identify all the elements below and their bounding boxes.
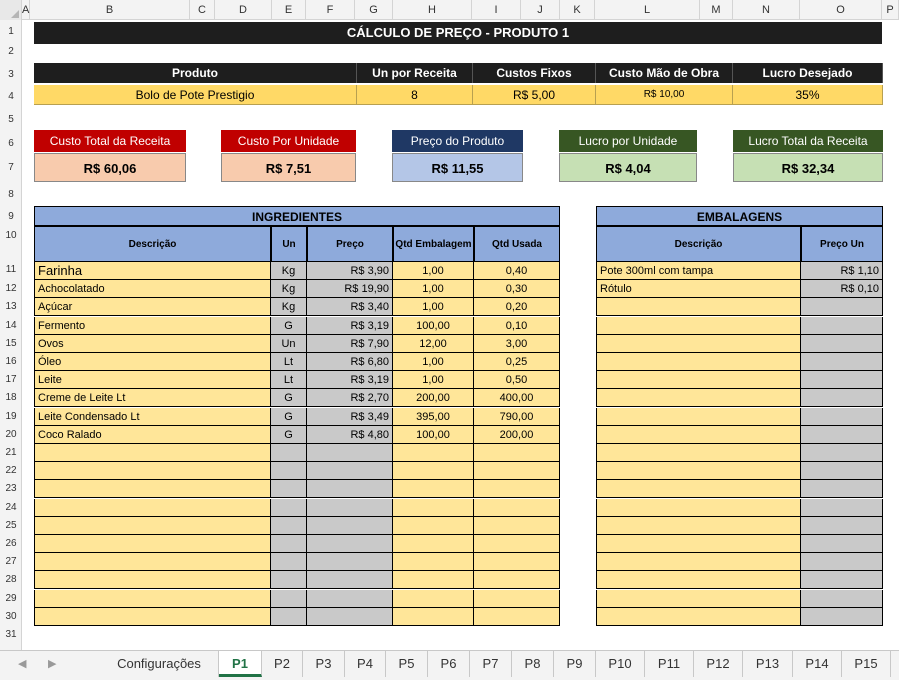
ingredient-cell-qtd-embalagem[interactable] — [393, 608, 474, 626]
row-header-13[interactable]: 13 — [5, 301, 17, 312]
ingredient-cell-preco[interactable] — [307, 462, 393, 480]
packaging-cell-preco-un[interactable] — [801, 535, 883, 553]
tab-next-icon[interactable]: ▶ — [48, 658, 57, 670]
packaging-cell-descricao[interactable] — [596, 408, 801, 426]
ingredient-cell-un[interactable]: Un — [271, 335, 307, 353]
ingredient-cell-un[interactable]: G — [271, 426, 307, 444]
page-title[interactable]: CÁLCULO DE PREÇO - PRODUTO 1 — [34, 22, 882, 44]
packaging-cell-preco-un[interactable] — [801, 499, 883, 517]
ingredient-cell-qtd-embalagem[interactable]: 1,00 — [393, 280, 474, 298]
ingredient-cell-descricao[interactable]: Coco Ralado — [34, 426, 271, 444]
ingredients-title[interactable]: INGREDIENTES — [34, 206, 560, 226]
row-header-5[interactable]: 5 — [8, 114, 14, 125]
ingredient-cell-un[interactable]: Lt — [271, 353, 307, 371]
ingredient-cell-un[interactable]: Lt — [271, 371, 307, 389]
sheet-tab-p13[interactable]: P13 — [743, 651, 793, 677]
ingredient-cell-qtd-embalagem[interactable] — [393, 444, 474, 462]
column-header-m[interactable]: M — [700, 0, 733, 20]
ingredient-cell-qtd-usada[interactable]: 0,20 — [474, 298, 560, 316]
lucro-desejado-value[interactable]: 35% — [733, 85, 883, 105]
sheet-tab-p3[interactable]: P3 — [303, 651, 345, 677]
packaging-cell-preco-un[interactable] — [801, 389, 883, 407]
ingredient-cell-preco[interactable]: R$ 3,19 — [307, 317, 393, 335]
ingredient-cell-descricao[interactable]: Achocolatado — [34, 280, 271, 298]
row-header-3[interactable]: 3 — [8, 69, 14, 80]
packaging-cell-preco-un[interactable] — [801, 608, 883, 626]
packaging-cell-preco-un[interactable] — [801, 353, 883, 371]
lucro-total-receita-value[interactable]: R$ 32,34 — [733, 153, 883, 182]
ingredient-cell-descricao[interactable]: Creme de Leite Lt — [34, 389, 271, 407]
row-header-7[interactable]: 7 — [8, 162, 14, 173]
ingredient-cell-qtd-usada[interactable]: 0,25 — [474, 353, 560, 371]
lucro-total-receita-label: Lucro Total da Receita — [733, 130, 883, 152]
packaging-cell-descricao[interactable] — [596, 553, 801, 571]
ingredient-cell-preco[interactable] — [307, 608, 393, 626]
sheet-tab-configura-es[interactable]: Configurações — [100, 651, 219, 677]
packaging-cell-descricao[interactable] — [596, 608, 801, 626]
packaging-header-descricao[interactable]: Descrição — [596, 226, 801, 262]
ingredient-cell-descricao[interactable] — [34, 499, 271, 517]
packaging-cell-descricao[interactable] — [596, 335, 801, 353]
ingredient-cell-preco[interactable] — [307, 535, 393, 553]
ingredient-cell-preco[interactable]: R$ 3,49 — [307, 408, 393, 426]
packaging-cell-preco-un[interactable] — [801, 408, 883, 426]
row-header-19[interactable]: 19 — [5, 411, 17, 422]
ingredient-cell-qtd-embalagem[interactable]: 200,00 — [393, 389, 474, 407]
packaging-cell-preco-un[interactable] — [801, 462, 883, 480]
ingredient-cell-qtd-usada[interactable]: 0,50 — [474, 371, 560, 389]
un-por-receita-header: Un por Receita — [357, 63, 473, 83]
custo-por-unidade-value[interactable]: R$ 7,51 — [221, 153, 356, 182]
custo-total-receita-label: Custo Total da Receita — [34, 130, 186, 152]
ingredient-cell-preco[interactable]: R$ 4,80 — [307, 426, 393, 444]
packaging-cell-descricao[interactable] — [596, 499, 801, 517]
row-header-2[interactable]: 2 — [8, 46, 14, 57]
column-header-j[interactable]: J — [521, 0, 560, 20]
custos-fixos-value[interactable]: R$ 5,00 — [473, 85, 596, 105]
column-header-k[interactable]: K — [560, 0, 595, 20]
row-header-20[interactable]: 20 — [5, 429, 17, 440]
ingredient-cell-preco[interactable]: R$ 19,90 — [307, 280, 393, 298]
packaging-cell-descricao[interactable] — [596, 426, 801, 444]
ingredient-cell-preco[interactable]: R$ 2,70 — [307, 389, 393, 407]
ingredient-cell-un[interactable] — [271, 553, 307, 571]
ingredient-cell-preco[interactable] — [307, 553, 393, 571]
sheet-tab-p10[interactable]: P10 — [596, 651, 645, 677]
row-header-4[interactable]: 4 — [8, 91, 14, 102]
ingredient-cell-qtd-embalagem[interactable]: 1,00 — [393, 371, 474, 389]
ingredient-cell-qtd-usada[interactable] — [474, 553, 560, 571]
packaging-title[interactable]: EMBALAGENS — [596, 206, 883, 226]
ingredient-cell-qtd-usada[interactable] — [474, 590, 560, 608]
ingredient-cell-un[interactable]: G — [271, 408, 307, 426]
ingredient-cell-preco[interactable] — [307, 571, 393, 589]
packaging-cell-descricao[interactable] — [596, 353, 801, 371]
ingredient-cell-descricao[interactable]: Ovos — [34, 335, 271, 353]
row-header-29[interactable]: 29 — [5, 593, 17, 604]
ingredient-cell-un[interactable] — [271, 444, 307, 462]
ingredient-cell-un[interactable]: Kg — [271, 262, 307, 280]
ingredient-cell-qtd-usada[interactable]: 0,10 — [474, 317, 560, 335]
sheet-tab-p9[interactable]: P9 — [554, 651, 596, 677]
ingredient-cell-qtd-embalagem[interactable]: 395,00 — [393, 408, 474, 426]
row-header-12[interactable]: 12 — [5, 283, 17, 294]
ingredient-cell-descricao[interactable] — [34, 553, 271, 571]
ingredient-cell-un[interactable] — [271, 499, 307, 517]
select-all-corner[interactable] — [0, 0, 22, 20]
ingredient-cell-descricao[interactable]: Leite Condensado Lt — [34, 408, 271, 426]
ingredient-cell-preco[interactable] — [307, 480, 393, 498]
preco-produto-label: Preço do Produto — [392, 130, 523, 152]
packaging-cell-descricao[interactable] — [596, 590, 801, 608]
sheet-tab-p1[interactable]: P1 — [219, 651, 262, 677]
packaging-cell-preco-un[interactable] — [801, 317, 883, 335]
packaging-cell-preco-un[interactable] — [801, 553, 883, 571]
sheet-tab-p2[interactable]: P2 — [262, 651, 303, 677]
ingredient-cell-descricao[interactable] — [34, 590, 271, 608]
ingredient-cell-preco[interactable] — [307, 590, 393, 608]
packaging-cell-descricao[interactable] — [596, 462, 801, 480]
packaging-cell-preco-un[interactable] — [801, 571, 883, 589]
ingredient-cell-descricao[interactable] — [34, 462, 271, 480]
ingredients-header-un[interactable]: Un — [271, 226, 307, 262]
ingredient-cell-un[interactable]: G — [271, 317, 307, 335]
row-header-26[interactable]: 26 — [5, 538, 17, 549]
ingredient-cell-un[interactable] — [271, 517, 307, 535]
ingredients-header-qtd-embalagem[interactable]: Qtd Embalagem — [393, 226, 474, 262]
ingredient-cell-preco[interactable]: R$ 3,19 — [307, 371, 393, 389]
column-header-i[interactable]: I — [472, 0, 521, 20]
packaging-cell-descricao[interactable] — [596, 371, 801, 389]
ingredient-cell-qtd-embalagem[interactable] — [393, 480, 474, 498]
ingredient-cell-descricao[interactable] — [34, 608, 271, 626]
packaging-cell-descricao[interactable] — [596, 389, 801, 407]
packaging-cell-preco-un[interactable]: R$ 1,10 — [801, 262, 883, 280]
column-header-l[interactable]: L — [595, 0, 700, 20]
preco-produto-value[interactable]: R$ 11,55 — [392, 153, 523, 182]
produto-value[interactable]: Bolo de Pote Prestigio — [34, 85, 357, 105]
ingredient-cell-preco[interactable] — [307, 499, 393, 517]
column-header-b[interactable]: B — [30, 0, 190, 20]
ingredient-cell-preco[interactable]: R$ 3,90 — [307, 262, 393, 280]
column-header-c[interactable]: C — [190, 0, 215, 20]
ingredient-cell-qtd-usada[interactable]: 400,00 — [474, 389, 560, 407]
ingredient-cell-descricao[interactable] — [34, 571, 271, 589]
row-header-18[interactable]: 18 — [5, 392, 17, 403]
sheet-tab-p7[interactable]: P7 — [470, 651, 512, 677]
column-header-n[interactable]: N — [733, 0, 800, 20]
row-header-6[interactable]: 6 — [8, 138, 14, 149]
row-header-8[interactable]: 8 — [8, 189, 14, 200]
row-header-23[interactable]: 23 — [5, 483, 17, 494]
ingredient-cell-qtd-usada[interactable] — [474, 535, 560, 553]
ingredient-cell-descricao[interactable] — [34, 535, 271, 553]
sheet-tab-p6[interactable]: P6 — [428, 651, 470, 677]
sheet-tab-p8[interactable]: P8 — [512, 651, 554, 677]
ingredient-cell-un[interactable] — [271, 571, 307, 589]
row-header-25[interactable]: 25 — [5, 520, 17, 531]
ingredient-cell-qtd-embalagem[interactable]: 12,00 — [393, 335, 474, 353]
column-header-h[interactable]: H — [393, 0, 472, 20]
ingredients-header-descricao[interactable]: Descrição — [34, 226, 271, 262]
row-header-28[interactable]: 28 — [5, 574, 17, 585]
ingredients-header-preco[interactable]: Preço — [307, 226, 393, 262]
ingredient-cell-qtd-usada[interactable]: 0,40 — [474, 262, 560, 280]
packaging-cell-preco-un[interactable] — [801, 444, 883, 462]
ingredient-cell-preco[interactable] — [307, 517, 393, 535]
row-header-22[interactable]: 22 — [5, 465, 17, 476]
ingredient-cell-descricao[interactable] — [34, 444, 271, 462]
packaging-header-preco-un[interactable]: Preço Un — [801, 226, 883, 262]
ingredient-cell-qtd-usada[interactable]: 0,30 — [474, 280, 560, 298]
ingredient-cell-un[interactable]: Kg — [271, 298, 307, 316]
ingredient-cell-qtd-usada[interactable] — [474, 480, 560, 498]
packaging-cell-descricao[interactable] — [596, 444, 801, 462]
ingredient-cell-qtd-usada[interactable] — [474, 517, 560, 535]
ingredient-cell-descricao[interactable]: Leite — [34, 371, 271, 389]
ingredient-cell-qtd-embalagem[interactable] — [393, 571, 474, 589]
ingredient-cell-preco[interactable]: R$ 3,40 — [307, 298, 393, 316]
ingredient-cell-qtd-embalagem[interactable] — [393, 553, 474, 571]
custo-por-unidade-label: Custo Por Unidade — [221, 130, 356, 152]
row-header-column — [0, 20, 22, 650]
ingredient-cell-descricao[interactable]: Farinha — [34, 262, 271, 280]
ingredient-cell-qtd-embalagem[interactable]: 1,00 — [393, 262, 474, 280]
sheet-tab-bar — [0, 650, 899, 680]
ingredient-cell-qtd-usada[interactable] — [474, 499, 560, 517]
column-header-g[interactable]: G — [355, 0, 393, 20]
sheet-tab-p11[interactable]: P11 — [645, 651, 694, 677]
ingredient-cell-qtd-usada[interactable]: 200,00 — [474, 426, 560, 444]
ingredient-cell-qtd-embalagem[interactable]: 1,00 — [393, 298, 474, 316]
produto-header: Produto — [34, 63, 357, 83]
ingredients-header-qtd-usada[interactable]: Qtd Usada — [474, 226, 560, 262]
lucro-desejado-header: Lucro Desejado — [733, 63, 883, 83]
packaging-cell-preco-un[interactable] — [801, 590, 883, 608]
sheet-tab-p12[interactable]: P12 — [694, 651, 743, 677]
packaging-cell-descricao[interactable]: Pote 300ml com tampa — [596, 262, 801, 280]
packaging-cell-descricao[interactable] — [596, 535, 801, 553]
packaging-cell-descricao[interactable] — [596, 317, 801, 335]
column-header-e[interactable]: E — [272, 0, 306, 20]
sheet-tab-p5[interactable]: P5 — [386, 651, 428, 677]
ingredient-cell-un[interactable] — [271, 608, 307, 626]
ingredient-cell-un[interactable]: G — [271, 389, 307, 407]
ingredient-cell-qtd-usada[interactable] — [474, 444, 560, 462]
packaging-cell-preco-un[interactable] — [801, 335, 883, 353]
ingredient-cell-qtd-embalagem[interactable]: 100,00 — [393, 317, 474, 335]
ingredient-cell-un[interactable] — [271, 462, 307, 480]
row-header-21[interactable]: 21 — [5, 447, 17, 458]
row-header-15[interactable]: 15 — [5, 338, 17, 349]
packaging-cell-descricao[interactable] — [596, 517, 801, 535]
un-por-receita-value[interactable]: 8 — [357, 85, 473, 105]
packaging-cell-descricao[interactable]: Rótulo — [596, 280, 801, 298]
column-header-row — [0, 0, 899, 20]
ingredient-cell-descricao[interactable]: Açúcar — [34, 298, 271, 316]
ingredient-cell-qtd-embalagem[interactable] — [393, 499, 474, 517]
row-header-17[interactable]: 17 — [5, 374, 17, 385]
ingredient-cell-qtd-embalagem[interactable]: 100,00 — [393, 426, 474, 444]
ingredient-cell-qtd-embalagem[interactable] — [393, 535, 474, 553]
ingredient-cell-qtd-usada[interactable]: 3,00 — [474, 335, 560, 353]
ingredient-cell-un[interactable] — [271, 590, 307, 608]
tab-prev-icon[interactable]: ◀ — [18, 658, 27, 670]
column-header-a[interactable]: A — [22, 0, 30, 20]
row-header-14[interactable]: 14 — [5, 320, 17, 331]
ingredient-cell-qtd-usada[interactable] — [474, 571, 560, 589]
packaging-cell-preco-un[interactable] — [801, 298, 883, 316]
ingredient-cell-qtd-embalagem[interactable] — [393, 590, 474, 608]
ingredient-cell-qtd-embalagem[interactable] — [393, 517, 474, 535]
ingredient-cell-descricao[interactable]: Óleo — [34, 353, 271, 371]
ingredient-cell-un[interactable] — [271, 535, 307, 553]
custos-fixos-header: Custos Fixos — [473, 63, 596, 83]
row-header-10[interactable]: 10 — [5, 230, 17, 241]
custo-mao-de-obra-value[interactable]: R$ 10,00 — [596, 85, 733, 105]
ingredient-cell-un[interactable] — [271, 480, 307, 498]
ingredient-cell-qtd-embalagem[interactable]: 1,00 — [393, 353, 474, 371]
row-header-9[interactable]: 9 — [8, 211, 14, 222]
custo-total-receita-value[interactable]: R$ 60,06 — [34, 153, 186, 182]
row-header-27[interactable]: 27 — [5, 556, 17, 567]
row-header-11[interactable]: 11 — [5, 264, 17, 275]
ingredient-cell-qtd-usada[interactable] — [474, 462, 560, 480]
ingredient-cell-qtd-usada[interactable]: 790,00 — [474, 408, 560, 426]
row-header-1[interactable]: 1 — [8, 26, 14, 37]
row-header-30[interactable]: 30 — [5, 611, 17, 622]
packaging-cell-descricao[interactable] — [596, 480, 801, 498]
column-header-o[interactable]: O — [800, 0, 882, 20]
packaging-cell-preco-un[interactable]: R$ 0,10 — [801, 280, 883, 298]
ingredient-cell-un[interactable]: Kg — [271, 280, 307, 298]
column-header-f[interactable]: F — [306, 0, 355, 20]
packaging-cell-descricao[interactable] — [596, 298, 801, 316]
custo-mao-de-obra-header: Custo Mão de Obra — [596, 63, 733, 83]
column-header-p[interactable]: P — [882, 0, 899, 20]
ingredient-cell-qtd-embalagem[interactable] — [393, 462, 474, 480]
sheet-tab-p15[interactable]: P15 — [842, 651, 891, 677]
ingredient-cell-descricao[interactable] — [34, 480, 271, 498]
lucro-por-unidade-value[interactable]: R$ 4,04 — [559, 153, 697, 182]
column-header-d[interactable]: D — [215, 0, 272, 20]
lucro-por-unidade-label: Lucro por Unidade — [559, 130, 697, 152]
ingredient-cell-qtd-usada[interactable] — [474, 608, 560, 626]
packaging-cell-preco-un[interactable] — [801, 426, 883, 444]
row-header-16[interactable]: 16 — [5, 356, 17, 367]
packaging-cell-preco-un[interactable] — [801, 480, 883, 498]
row-header-24[interactable]: 24 — [5, 502, 17, 513]
sheet-tab-p4[interactable]: P4 — [345, 651, 386, 677]
ingredient-cell-preco[interactable]: R$ 7,90 — [307, 335, 393, 353]
ingredient-cell-preco[interactable] — [307, 444, 393, 462]
packaging-cell-preco-un[interactable] — [801, 371, 883, 389]
ingredient-cell-descricao[interactable]: Fermento — [34, 317, 271, 335]
ingredient-cell-preco[interactable]: R$ 6,80 — [307, 353, 393, 371]
sheet-tab-p14[interactable]: P14 — [793, 651, 842, 677]
ingredient-cell-descricao[interactable] — [34, 517, 271, 535]
row-header-31[interactable]: 31 — [5, 629, 17, 640]
packaging-cell-preco-un[interactable] — [801, 517, 883, 535]
packaging-cell-descricao[interactable] — [596, 571, 801, 589]
